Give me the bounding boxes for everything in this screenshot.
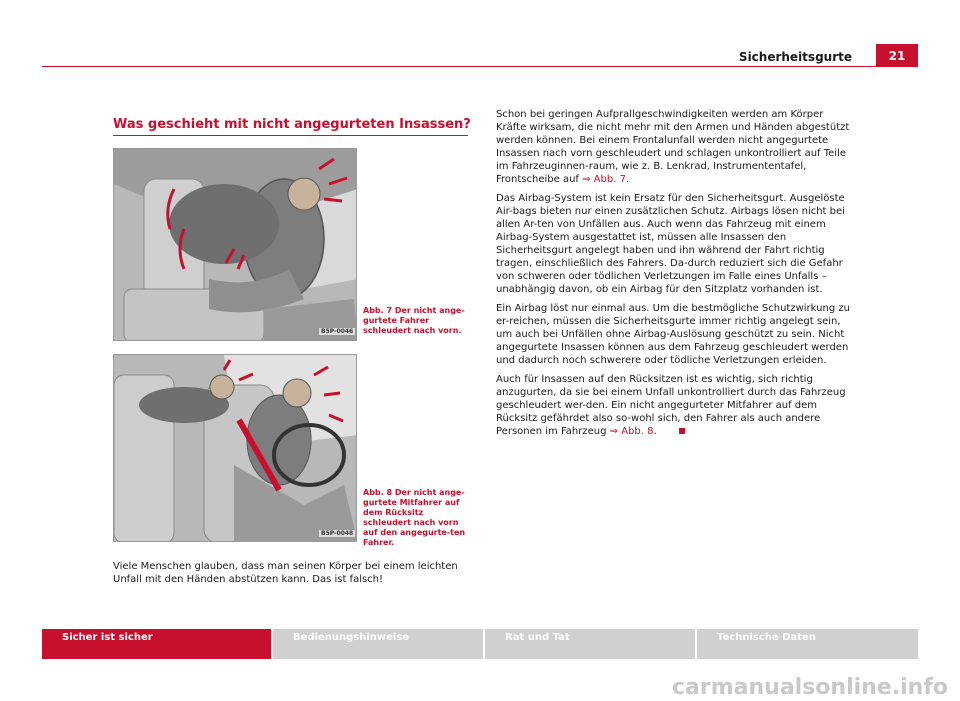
- figure-caption-7: Abb. 7 Der nicht ange-gurtete Fahrer schleudert nach vorn.: [363, 306, 465, 335]
- footer-tab-technische-daten[interactable]: Technische Daten: [697, 629, 918, 659]
- footer-tab-rat-und-tat[interactable]: Rat und Tat: [485, 629, 695, 659]
- figure-ref-7[interactable]: ⇒ Abb. 7: [582, 174, 626, 185]
- running-header-title: Sicherheitsgurte: [738, 50, 852, 64]
- footer-nav: [42, 629, 918, 659]
- paragraph-1-text: Schon bei geringen Aufprallgeschwindigkeiten werden am Körper Kräfte wirksam, die nicht mehr mit den Armen und Händen abgestützt werden können. Bei einem Frontalunfall werden nicht angegurtete Insassen nach vorn geschleudert und schlagen unkontrolliert auf Teile im Fahrzeuginnen-raum, wie z. B. Lenkrad, Instrumententafel, Frontscheibe auf: [496, 109, 850, 185]
- paragraph-2: Das Airbag-System ist kein Ersatz für den Sicherheitsgurt. Ausgelöste Air-bags bieten nur einen zusätzlichen Schutz. Airbags lösen nicht bei allen Ar-ten von Unfällen aus. Auch wenn das Fahrzeug mit einem Airbag-System ausgestattet ist, müssen alle Insassen den Sicherheitsgurt angelegt haben und ihn während der Fahrt richtig tragen, einschließlich des Fahrers. Da-durch reduziert sich die Gefahr von schweren oder tödlichen Verletzungen im Falle eines Unfalls – unabhängig davon, ob ein Airbag für den Sitzplatz vorhanden ist.: [496, 193, 845, 295]
- body-paragraph-left: Viele Menschen glauben, dass man seinen Körper bei einem leichten Unfall mit den Händen abstützen kann. Das ist falsch!: [113, 561, 458, 585]
- header-rule: [42, 66, 918, 67]
- heading-rule: [113, 135, 468, 136]
- figure-code: B5P-0048: [321, 530, 354, 537]
- figure-ref-8[interactable]: ⇒ Abb. 8: [609, 426, 654, 437]
- footer-tab-bedienungshinweise[interactable]: Bedienungshinweise: [273, 629, 483, 659]
- section-end-marker: [679, 428, 685, 434]
- footer-tab-sicher-ist-sicher[interactable]: Sicher ist sicher: [42, 629, 271, 659]
- figure-passenger-thrown-on-driver: [113, 354, 357, 542]
- paragraph-4: Auch für Insassen auf den Rücksitzen ist es wichtig, sich richtig anzugurten, da sie bei einem Unfall unkontrolliert durch das Fahrzeug geschleudert wer-den. Ein nicht angegurteter Mitfahrer auf dem Rücksitz gefährdet also so-wohl sich, den Fahrer als auch andere Personen im Fahrzeug ⇒ Abb. 8.: [496, 374, 846, 437]
- figure-illustration: [114, 355, 357, 542]
- section-heading: Was geschieht mit nicht angegurteten Insassen?: [113, 117, 471, 132]
- paragraph-3: Ein Airbag löst nur einmal aus. Um die bestmögliche Schutzwirkung zu er-reichen, müssen die Sicherheitsgurte immer richtig angelegt sein, um auch bei Unfällen ohne Airbag-Auslösung geschützt zu sein. Nicht angegurtete Insassen können aus dem Fahrzeug geschleudert werden und dadurch noch schwerere oder tödliche Verletzungen erleiden.: [496, 303, 850, 366]
- paragraph-4-text: Auch für Insassen auf den Rücksitzen ist es wichtig, sich richtig anzugurten, da sie bei einem Unfall unkontrolliert durch das Fahrzeug geschleudert wer-den. Ein nicht angegurteter Mitfahrer auf dem Rücksitz gefährdet also so-wohl sich, den Fahrer als auch andere Personen im Fahrzeug: [496, 374, 846, 437]
- page-number: 21: [876, 44, 918, 67]
- figure-illustration: [114, 149, 357, 341]
- figure-driver-thrown-forward: [113, 148, 357, 341]
- figure-caption-8: Abb. 8 Der nicht ange-gurtete Mitfahrer auf dem Rücksitz schleudert nach vorn auf den angegurte-ten Fahrer.: [363, 488, 466, 547]
- body-column-right: [496, 108, 856, 444]
- paragraph-1: Schon bei geringen Aufprallgeschwindigkeiten werden am Körper Kräfte wirksam, die nicht mehr mit den Armen und Händen abgestützt werden können. Bei einem Frontalunfall werden nicht angegurtete Insassen nach vorn geschleudert und schlagen unkontrolliert auf Teile im Fahrzeuginnen-raum, wie z. B. Lenkrad, Instrumententafel, Frontscheibe auf ⇒ Abb. 7.: [496, 109, 850, 185]
- figure-code: B5P-0046: [321, 328, 354, 335]
- watermark: carmanualsonline.info: [672, 675, 948, 700]
